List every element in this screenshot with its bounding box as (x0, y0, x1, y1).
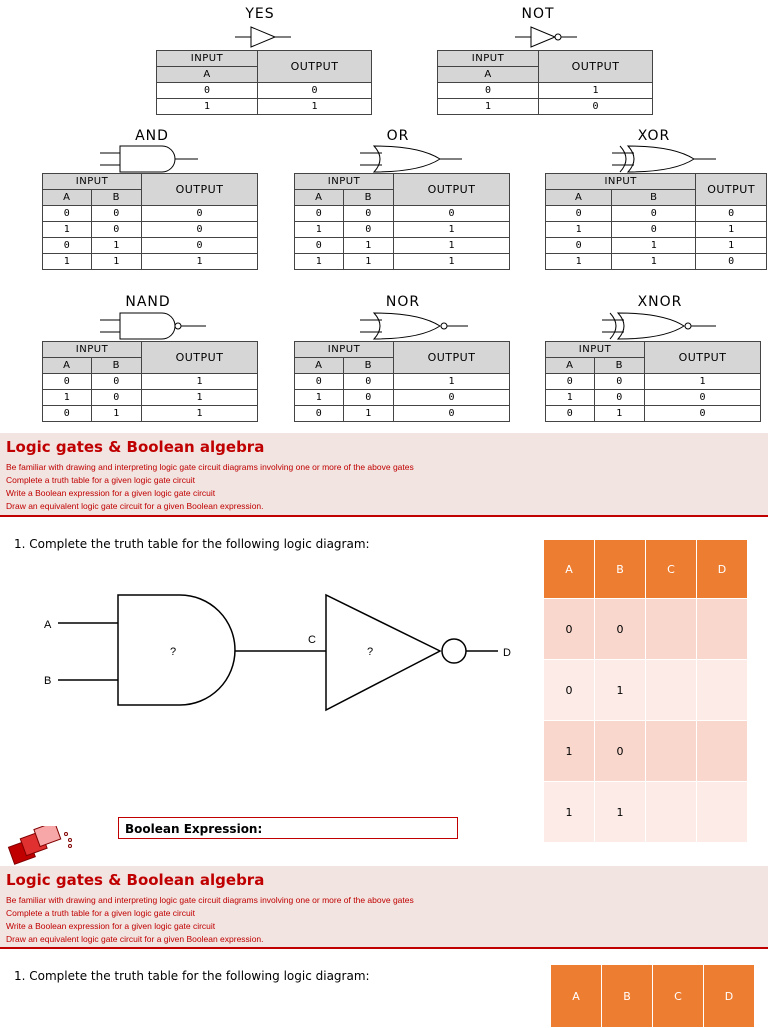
table-header-cell: OUTPUT (394, 342, 510, 374)
table-cell: 0 (394, 390, 510, 406)
section2-objective: Complete a truth table for a given logic gate circuit (6, 908, 195, 918)
table-cell: 0 (438, 83, 539, 99)
section1-objective: Write a Boolean expression for a given logic gate circuit (6, 488, 216, 498)
table-row (43, 254, 258, 270)
table-cell: 1 (258, 99, 372, 115)
yes-gate-icon (235, 26, 295, 48)
xor-gate-title: XOR (637, 128, 671, 144)
answer-cell[interactable] (697, 782, 748, 843)
table-cell: 1 (142, 254, 258, 270)
nor-gate-icon (360, 312, 470, 340)
table-header-cell: INPUT (546, 342, 645, 358)
logic-diagram (30, 585, 530, 720)
diagram-label-c: C (308, 634, 316, 646)
or-gate-icon (360, 145, 464, 173)
table-row (438, 83, 653, 99)
col-b-header: B (595, 540, 646, 599)
table-cell: 0 (91, 374, 141, 390)
not-truth-table (437, 50, 653, 115)
table-header-cell: OUTPUT (539, 51, 653, 83)
and-gate-shape (118, 595, 235, 705)
table-row (43, 390, 258, 406)
col-a-header: A (551, 965, 602, 1028)
table-cell: 1 (157, 99, 258, 115)
table-cell: 1 (43, 222, 92, 238)
table-cell: 1 (43, 254, 92, 270)
table-cell: 0 (696, 254, 767, 270)
table-row (544, 721, 748, 782)
section2-truth-table (550, 964, 755, 1028)
table-row (438, 99, 653, 115)
table-row (157, 83, 372, 99)
table-cell: 1 (142, 390, 258, 406)
table-row (546, 390, 761, 406)
table-row (546, 206, 767, 222)
nand-gate-title: NAND (125, 294, 171, 310)
table-row (546, 222, 767, 238)
section1-objective: Be familiar with drawing and interpreting logic gate circuit diagrams involving one or more of the above gates (6, 462, 414, 472)
table-cell: 0 (546, 406, 595, 422)
circuit-chip-icon (0, 826, 76, 866)
xnor-gate-title: XNOR (637, 294, 683, 310)
table-cell: 1 (394, 254, 510, 270)
table-cell: 0 (91, 222, 141, 238)
table-cell: 0 (612, 206, 696, 222)
table-cell: 0 (343, 390, 393, 406)
table-header-cell: B (91, 358, 141, 374)
table-header-cell: INPUT (157, 51, 258, 67)
not-gate-shape (326, 595, 440, 710)
xnor-gate-icon (602, 312, 718, 340)
table-header-cell: A (157, 67, 258, 83)
table-header-cell: INPUT (295, 342, 394, 358)
section2-banner (0, 866, 768, 949)
table-row (546, 406, 761, 422)
not-gate-icon (515, 26, 581, 48)
section1-objective: Complete a truth table for a given logic gate circuit (6, 475, 195, 485)
table-header-cell: INPUT (295, 174, 394, 190)
table-cell: 1 (394, 374, 510, 390)
answer-cell[interactable] (646, 721, 697, 782)
table-header-cell: B (343, 358, 393, 374)
table-cell: 1 (91, 238, 141, 254)
or-gate-title: OR (386, 128, 410, 144)
table-cell: 1 (295, 254, 344, 270)
boolean-expression-field[interactable] (118, 817, 458, 839)
table-header-cell: INPUT (546, 174, 696, 190)
table-cell: 0 (91, 390, 141, 406)
diagram-label-d: D (503, 647, 511, 659)
table-cell: 0 (142, 238, 258, 254)
table-cell: 1 (142, 406, 258, 422)
table-cell: 0 (295, 206, 344, 222)
table-cell: 0 (343, 374, 393, 390)
table-cell: 1 (539, 83, 653, 99)
answer-cell[interactable] (646, 782, 697, 843)
table-row (43, 406, 258, 422)
col-a-header: A (544, 540, 595, 599)
table-header-cell: B (594, 358, 644, 374)
section1-objective: Draw an equivalent logic gate circuit for a given Boolean expression. (6, 501, 264, 511)
table-header-cell: INPUT (43, 342, 142, 358)
table-header-cell: A (546, 358, 595, 374)
table-cell: 1 (594, 406, 644, 422)
col-d-header: D (697, 540, 748, 599)
table-header-cell: OUTPUT (645, 342, 761, 374)
table-header-cell: A (546, 190, 612, 206)
table-row (544, 660, 748, 721)
table-cell: 0 (696, 206, 767, 222)
col-b-header: B (602, 965, 653, 1028)
diagram-label-a: A (44, 619, 52, 631)
table-cell: 1 (612, 254, 696, 270)
table-row (295, 374, 510, 390)
table-cell: 0 (544, 599, 595, 660)
table-cell: 1 (696, 238, 767, 254)
table-cell: 1 (696, 222, 767, 238)
nand-gate-icon (100, 312, 210, 340)
xor-gate-icon (612, 145, 718, 173)
table-cell: 0 (43, 406, 92, 422)
yes-gate-title: YES (245, 6, 275, 22)
table-row (43, 222, 258, 238)
not-gate-title: NOT (521, 6, 555, 22)
table-header-cell: B (612, 190, 696, 206)
table-cell: 1 (544, 721, 595, 782)
table-cell: 0 (539, 99, 653, 115)
table-cell: 0 (645, 390, 761, 406)
table-cell: 0 (595, 721, 646, 782)
section1-heading: Logic gates & Boolean algebra (6, 438, 265, 456)
boolean-expression-label: Boolean Expression: (125, 822, 263, 836)
nor-gate-title: NOR (385, 294, 421, 310)
answer-cell[interactable] (697, 599, 748, 660)
table-header-cell: OUTPUT (394, 174, 510, 206)
table-header-cell: A (295, 358, 344, 374)
table-header-cell: A (43, 358, 92, 374)
table-cell: 1 (142, 374, 258, 390)
table-header-cell: A (295, 190, 344, 206)
table-cell: 0 (595, 599, 646, 660)
table-row (544, 782, 748, 843)
table-cell: 1 (343, 406, 393, 422)
section1-truth-table (543, 539, 748, 843)
table-cell: 0 (612, 222, 696, 238)
and-gate-title: AND (135, 128, 169, 144)
answer-cell[interactable] (697, 721, 748, 782)
table-cell: 0 (142, 206, 258, 222)
table-cell: 1 (645, 374, 761, 390)
table-cell: 1 (43, 390, 92, 406)
table-row (295, 406, 510, 422)
table-cell: 1 (343, 238, 393, 254)
table-cell: 0 (394, 406, 510, 422)
xnor-truth-table (545, 341, 761, 422)
table-row (295, 390, 510, 406)
table-header-cell: OUTPUT (142, 174, 258, 206)
table-cell: 1 (612, 238, 696, 254)
table-cell: 1 (546, 390, 595, 406)
table-cell: 1 (595, 782, 646, 843)
gate1-label: ? (170, 646, 177, 658)
table-cell: 0 (343, 206, 393, 222)
table-cell: 1 (394, 238, 510, 254)
table-header-cell: A (438, 67, 539, 83)
section1-banner (0, 433, 768, 517)
table-header-cell: OUTPUT (258, 51, 372, 83)
section2-objective: Write a Boolean expression for a given logic gate circuit (6, 921, 216, 931)
table-cell: 0 (295, 238, 344, 254)
table-row (43, 374, 258, 390)
answer-cell[interactable] (697, 660, 748, 721)
table-cell: 0 (43, 238, 92, 254)
table-row (43, 206, 258, 222)
section2-heading: Logic gates & Boolean algebra (6, 871, 265, 889)
table-cell: 0 (343, 222, 393, 238)
table-row (546, 254, 767, 270)
nand-truth-table (42, 341, 258, 422)
table-cell: 0 (394, 206, 510, 222)
and-truth-table (42, 173, 258, 270)
table-row (544, 599, 748, 660)
table-cell: 0 (91, 206, 141, 222)
table-row (295, 254, 510, 270)
table-cell: 0 (544, 660, 595, 721)
table-cell: 0 (546, 206, 612, 222)
section2-objective: Draw an equivalent logic gate circuit for a given Boolean expression. (6, 934, 264, 944)
table-cell: 1 (546, 222, 612, 238)
table-cell: 0 (594, 390, 644, 406)
table-cell: 1 (546, 254, 612, 270)
table-row (546, 374, 761, 390)
table-cell: 0 (142, 222, 258, 238)
table-cell: 1 (343, 254, 393, 270)
table-header-cell: INPUT (438, 51, 539, 67)
table-header-cell: A (43, 190, 92, 206)
table-cell: 1 (438, 99, 539, 115)
or-truth-table (294, 173, 510, 270)
section2-question: 1. Complete the truth table for the following logic diagram: (14, 969, 370, 983)
table-cell: 1 (595, 660, 646, 721)
col-c-header: C (653, 965, 704, 1028)
table-header-cell: INPUT (43, 174, 142, 190)
table-row (43, 238, 258, 254)
table-row (295, 238, 510, 254)
table-cell: 1 (91, 254, 141, 270)
section2-objective: Be familiar with drawing and interpreting logic gate circuit diagrams involving one or more of the above gates (6, 895, 414, 905)
answer-cell[interactable] (646, 660, 697, 721)
table-cell: 1 (544, 782, 595, 843)
table-cell: 0 (546, 374, 595, 390)
table-cell: 0 (43, 206, 92, 222)
diagram-label-b: B (44, 675, 52, 687)
section1-question: 1. Complete the truth table for the following logic diagram: (14, 537, 370, 551)
and-gate-icon (100, 145, 200, 173)
table-cell: 0 (594, 374, 644, 390)
table-header-cell: OUTPUT (142, 342, 258, 374)
nor-truth-table (294, 341, 510, 422)
gate2-label: ? (367, 646, 374, 658)
table-row (295, 206, 510, 222)
xor-truth-table (545, 173, 767, 270)
table-cell: 0 (645, 406, 761, 422)
table-row (546, 238, 767, 254)
table-cell: 1 (295, 222, 344, 238)
yes-truth-table (156, 50, 372, 115)
table-cell: 0 (546, 238, 612, 254)
table-cell: 0 (295, 406, 344, 422)
table-header-cell: OUTPUT (696, 174, 767, 206)
answer-cell[interactable] (646, 599, 697, 660)
col-c-header: C (646, 540, 697, 599)
table-cell: 1 (91, 406, 141, 422)
table-row (295, 222, 510, 238)
table-row (157, 99, 372, 115)
table-cell: 0 (43, 374, 92, 390)
table-cell: 0 (295, 374, 344, 390)
table-cell: 0 (157, 83, 258, 99)
table-header-cell: B (343, 190, 393, 206)
table-header-cell: B (91, 190, 141, 206)
table-cell: 1 (295, 390, 344, 406)
table-cell: 1 (394, 222, 510, 238)
table-cell: 0 (258, 83, 372, 99)
col-d-header: D (704, 965, 755, 1028)
